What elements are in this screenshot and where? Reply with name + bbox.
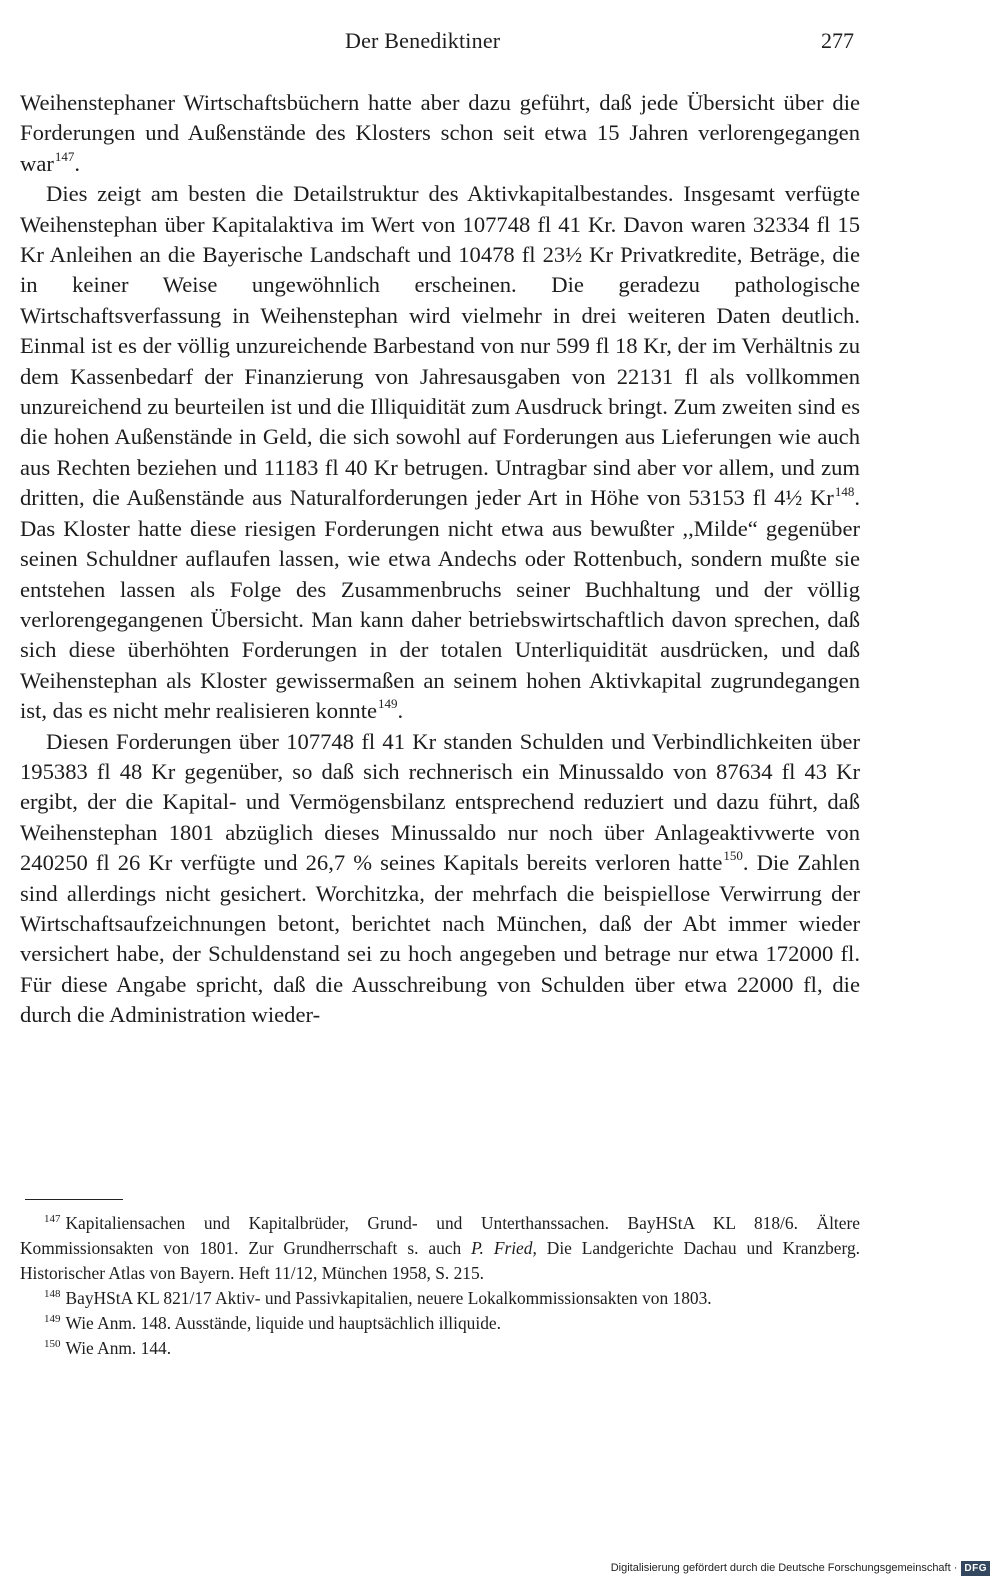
paragraph-1-after: .	[74, 150, 81, 176]
document-page	[20, 0, 860, 1591]
paragraph-2-text: Dies zeigt am besten die Detailstruktur des Aktivkapitalbestandes. Insgesamt verfügte Weihenstephan über Kapitalaktiva im Wert von 107748 fl 41 Kr. Davon waren 32334 fl 15 Kr Anleihen an die Bayerische Landschaft und 10478 fl 23½ Kr Privatkredite, Beträge, die in keiner Weise ungewöhnlich erscheinen. Die geradezu pathologische Wirtschaftsverfassung in Weihenstephan wird vielmehr in drei weiteren Daten deutlich. Einmal ist es der völlig unzureichende Barbestand von nur 599 fl 18 Kr, der im Verhältnis zu dem Kassenbedarf der Finanzierung von Jahresausgaben von 22131 fl als vollkommen unzureichend zu beurteilen ist und die Illiquidität zum Ausdruck bringt. Zum zweiten sind es die hohen Außenstände in Geld, die sich sowohl auf Forderungen aus Lieferungen wie auch aus Rechten beziehen und 11183 fl 40 Kr betrugen. Untragbar sind aber vor allem, und zum dritten, die Außenstände aus Naturalforderungen jeder Art in Höhe von 53153 fl 4½ Kr	[20, 181, 860, 511]
footnote-text: BayHStA KL 821/17 Aktiv- und Passivkapitalien, neuere Lokalkommissionsakten von 1803.	[65, 1288, 712, 1308]
footnote-text: Wie Anm. 144.	[65, 1338, 172, 1358]
running-head-title: Der Benediktiner	[345, 28, 501, 53]
paragraph-3	[20, 727, 860, 1031]
paragraph-3-after: . Die Zahlen sind allerdings nicht gesichert. Worchitzka, der mehrfach die beispiellose Verwirrung der Wirtschaftsaufzeichnungen betont, berichtet nach München, daß der Abt immer wieder versichert habe, der Schuldenstand sei zu hoch angegeben und betrage nur etwa 172000 fl. Für diese Angabe spricht, daß die Ausschreibung von Schulden über etwa 22000 fl, die durch die Administration wieder-	[20, 850, 861, 1028]
dfg-logo-icon[interactable]: DFG	[961, 1561, 990, 1576]
digitization-banner	[611, 1559, 990, 1577]
footnote-150	[20, 1336, 860, 1361]
paragraph-1-text: Weihenstephaner Wirtschaftsbüchern hatte aber dazu geführt, daß jede Übersicht über die Forderungen und Außenstände des Klosters schon seit etwa 15 Jahren verlorengegangen war	[20, 90, 860, 176]
paragraph-2-after: . Das Kloster hatte diese riesigen Forderungen nicht etwa aus bewußter ,,Milde“ gegenüber seinen Schuldner auflaufen lassen, wie etwa Andechs oder Rottenbuch, sondern mußte sie entstehen lassen als Folge des Zusammenbruchs seiner Buchhaltung und der völlig verlorengegangenen Übersicht. Man kann daher betriebswirtschaftlich davon sprechen, daß sich diese überhöhten Forderungen in der totalen Unterliquidität ausdrücken, und daß Weihenstephan als Kloster gewissermaßen an seinem hohen Aktivkapital zugrundegangen ist, das es nicht mehr realisieren konnte	[20, 485, 860, 724]
footnote-ref-147[interactable]: 147	[54, 149, 75, 165]
footnote-number: 148	[44, 1288, 61, 1301]
footnote-149	[20, 1311, 860, 1336]
footnote-text-after: Die Landgerichte Dachau und Kranzberg. Historischer Atlas von Bayern. Heft 11/12, München 1958, S. 215.	[20, 1238, 860, 1283]
footnote-147	[20, 1211, 860, 1286]
footnote-text: Wie Anm. 148. Ausstände, liquide und hauptsächlich illiquide.	[65, 1313, 501, 1333]
paragraph-2	[20, 179, 860, 726]
footnote-text: Kapitaliensachen und Kapitalbrüder, Grund- und Unterthanssachen. BayHStA KL 818/6. Ältere Kommissionsakten von 1801. Zur Grundherrschaft s. auch	[20, 1213, 860, 1258]
footnotes	[20, 1211, 860, 1361]
footnote-divider	[25, 1199, 123, 1200]
footnote-ref-149[interactable]: 149	[378, 696, 398, 712]
paragraph-1	[20, 88, 860, 179]
running-head	[20, 28, 860, 64]
footnote-author: P. Fried,	[471, 1238, 537, 1258]
footnote-number: 149	[44, 1313, 61, 1326]
paragraph-3-text: Diesen Forderungen über 107748 fl 41 Kr standen Schulden und Verbindlichkeiten über 195383 fl 48 Kr gegenüber, so daß sich rechnerisch ein Minussaldo von 87634 fl 43 Kr ergibt, der die Kapital- und Vermögensbilanz entsprechend reduziert und dazu führt, daß Weihenstephan 1801 abzüglich dieses Minussaldo nur noch über Anlageaktivwerte von 240250 fl 26 Kr verfügte und 26,7 % seines Kapitals bereits verloren hatte	[20, 728, 860, 876]
page-number: 277	[821, 28, 854, 53]
footnote-ref-148[interactable]: 148	[834, 483, 855, 499]
body-text	[20, 88, 860, 1031]
footnote-148	[20, 1286, 860, 1311]
paragraph-2-after-2: .	[397, 698, 404, 724]
footnote-number: 147	[44, 1213, 61, 1226]
banner-text: Digitalisierung gefördert durch die Deutsche Forschungsgemeinschaft ·	[610, 1562, 958, 1574]
footnote-number: 150	[44, 1338, 61, 1351]
footnote-ref-150[interactable]: 150	[723, 848, 743, 864]
